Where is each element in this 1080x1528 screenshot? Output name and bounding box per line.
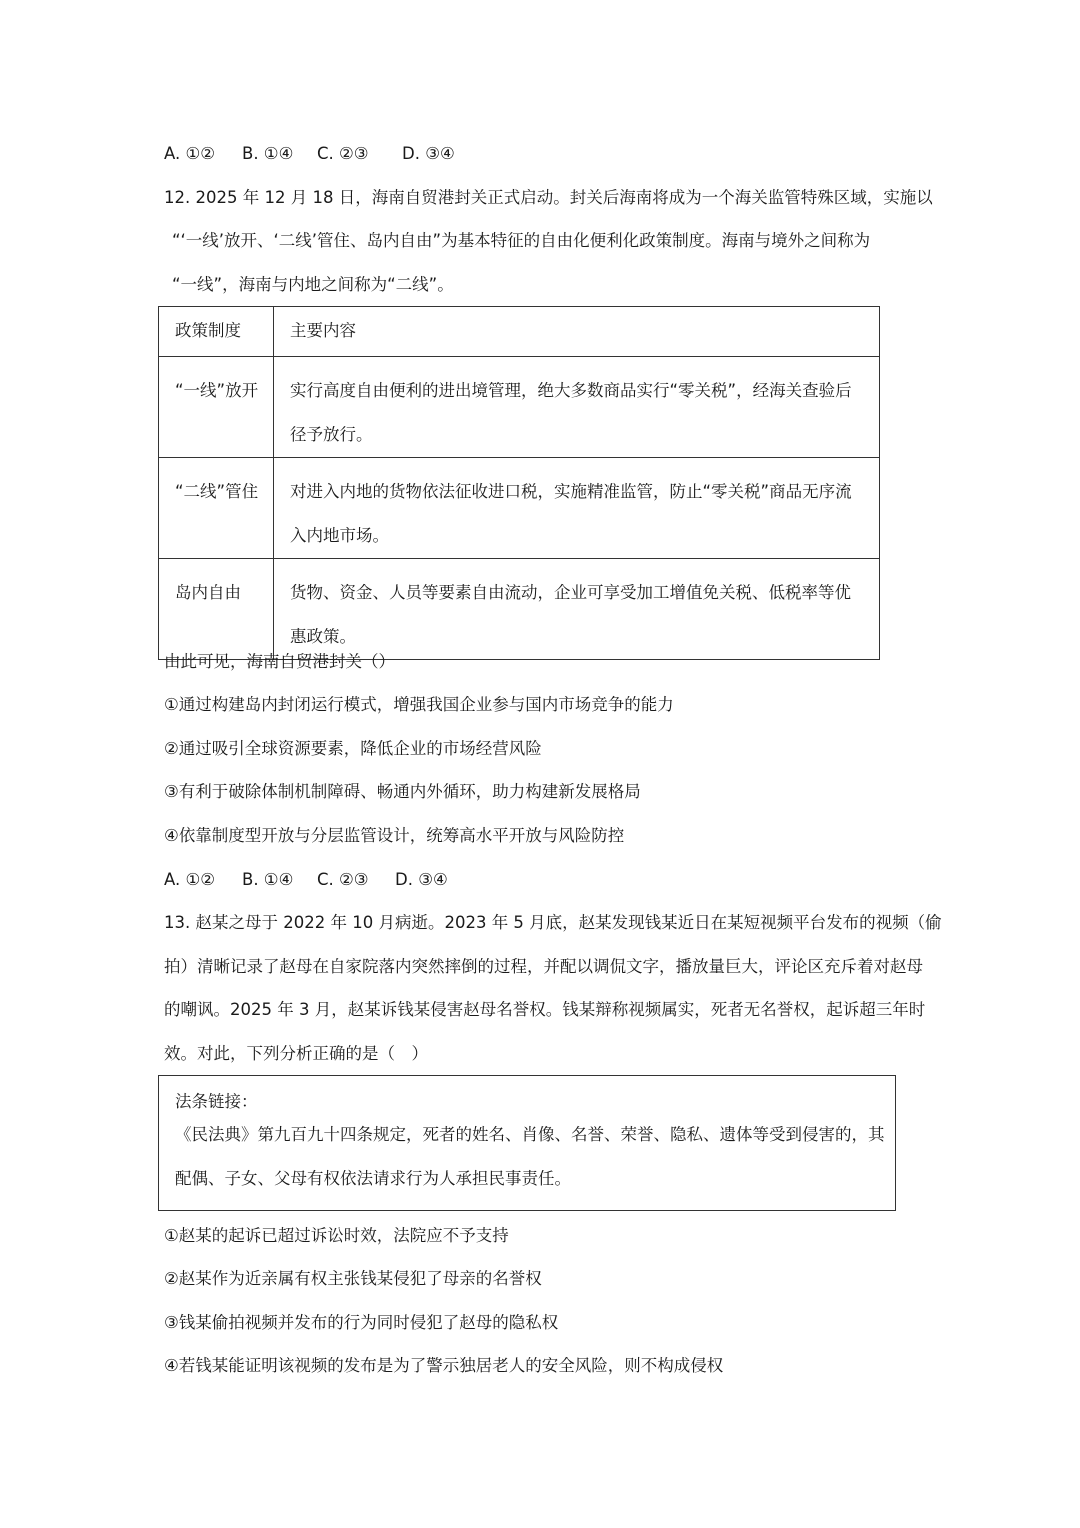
q13-item: ①赵某的起诉已超过诉讼时效，法院应不予支持 [164, 1226, 509, 1245]
q12-stem-line: “‘一线’放开、‘二线’管住、岛内自由”为基本特征的自由化便利化政策制度。海南与境外之间称为 [172, 231, 871, 250]
q12-option-d: D. ③④ [395, 870, 448, 889]
q13-stem-line: 拍）清晰记录了赵母在自家院落内突然摔倒的过程，并配以调侃文字，播放量巨大，评论区充斥着对赵母 [164, 957, 923, 976]
law-link-line: 《民法典》第九百九十四条规定，死者的姓名、肖像、名誉、荣誉、隐私、遗体等受到侵害的，其 [175, 1125, 885, 1144]
q11-options [164, 143, 455, 165]
table-row [159, 458, 880, 559]
q12-item: ③有利于破除体制机制障碍、畅通内外循环，助力构建新发展格局 [164, 782, 641, 801]
table-cell-policy: 岛内自由 [159, 559, 274, 660]
law-link-box [158, 1075, 896, 1211]
policy-table [158, 306, 880, 660]
q12-item: ②通过吸引全球资源要素，降低企业的市场经营风险 [164, 739, 542, 758]
q13-item: ④若钱某能证明该视频的发布是为了警示独居老人的安全风险，则不构成侵权 [164, 1356, 724, 1375]
table-header-row [159, 307, 880, 357]
q12-item: ④依靠制度型开放与分层监管设计，统筹高水平开放与风险防控 [164, 826, 625, 845]
law-link-line: 配偶、子女、父母有权依法请求行为人承担民事责任。 [175, 1169, 571, 1188]
table-cell-content: 货物、资金、人员等要素自由流动，企业可享受加工增值免关税、低税率等优惠政策。 [274, 559, 880, 660]
q11-option-c: C. ②③ [317, 144, 369, 163]
table-cell-policy: “二线”管住 [159, 458, 274, 559]
table-row [159, 559, 880, 660]
q12-question: 由此可见，海南自贸港封关（） [164, 652, 395, 671]
q13-item: ②赵某作为近亲属有权主张钱某侵犯了母亲的名誉权 [164, 1269, 542, 1288]
q12-stem-line: 12. 2025 年 12 月 18 日，海南自贸港封关正式启动。封关后海南将成为一个海关监管特殊区域，实施以 [164, 188, 933, 207]
table-cell-content: 实行高度自由便利的进出境管理，绝大多数商品实行“零关税”，经海关查验后径予放行。 [274, 357, 880, 458]
q13-stem-line: 效。对此，下列分析正确的是（ ） [164, 1044, 428, 1063]
table-cell-policy: “一线”放开 [159, 357, 274, 458]
q12-stem-line: “一线”，海南与内地之间称为“二线”。 [172, 275, 454, 294]
q11-option-b: B. ①④ [242, 144, 294, 163]
table-header-content: 主要内容 [274, 307, 880, 357]
table-row [159, 357, 880, 458]
q13-stem-line: 13. 赵某之母于 2022 年 10 月病逝。2023 年 5 月底，赵某发现钱某近日在某短视频平台发布的视频（偷 [164, 913, 942, 932]
q12-option-c: C. ②③ [317, 870, 369, 889]
table-header-policy: 政策制度 [159, 307, 274, 357]
table-cell-content: 对进入内地的货物依法征收进口税，实施精准监管，防止“零关税”商品无序流入内地市场。 [274, 458, 880, 559]
q12-item: ①通过构建岛内封闭运行模式，增强我国企业参与国内市场竞争的能力 [164, 695, 674, 714]
q12-option-b: B. ①④ [242, 870, 294, 889]
q11-option-d: D. ③④ [402, 144, 455, 163]
q12-options [164, 869, 448, 891]
q13-stem-line: 的嘲讽。2025 年 3 月，赵某诉钱某侵害赵母名誉权。钱某辩称视频属实，死者无名誉权，起诉超三年时 [164, 1000, 926, 1019]
q11-option-a: A. ①② [164, 144, 216, 163]
q13-item: ③钱某偷拍视频并发布的行为同时侵犯了赵母的隐私权 [164, 1313, 559, 1332]
law-link-heading: 法条链接： [175, 1092, 258, 1111]
q12-option-a: A. ①② [164, 870, 216, 889]
